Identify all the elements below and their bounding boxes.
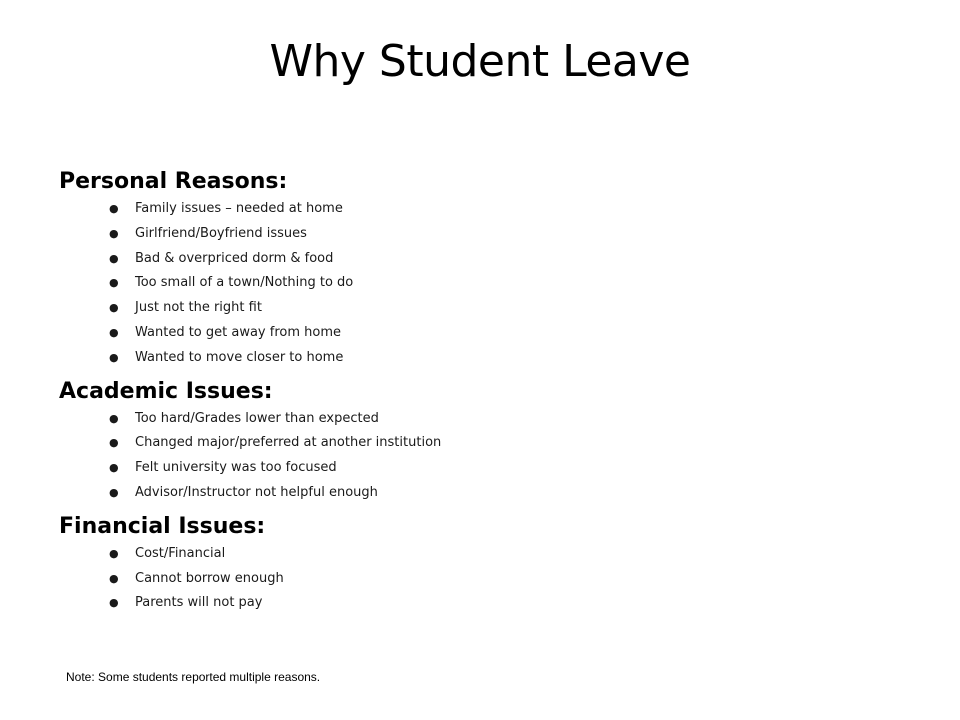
- slide-content: [59, 167, 919, 616]
- bullet-icon: ●: [109, 350, 119, 364]
- bullet-icon: ●: [109, 325, 119, 339]
- list-item-text: Family issues – needed at home: [135, 201, 343, 216]
- bullet-icon: ●: [109, 571, 119, 585]
- section-heading: Academic Issues:: [59, 378, 273, 404]
- list-item-text: Wanted to move closer to home: [135, 349, 344, 365]
- list-item: [59, 247, 919, 272]
- bullet-icon: ●: [109, 301, 119, 315]
- list-item: [59, 456, 919, 481]
- list-item-text: Wanted to get away from home: [135, 324, 342, 340]
- list-item-text: Cost/Financial: [135, 545, 226, 561]
- bullet-icon: ●: [109, 226, 119, 240]
- list-item: [59, 346, 919, 371]
- list-item: [59, 271, 919, 296]
- section-financial-issues: [59, 512, 919, 616]
- list-item: [59, 222, 919, 247]
- section-heading: Financial Issues:: [59, 513, 266, 539]
- list-item-text: Parents will not pay: [135, 595, 263, 611]
- list-item: [59, 296, 919, 321]
- bullet-icon: ●: [109, 436, 119, 450]
- bullet-icon: ●: [109, 596, 119, 610]
- footnote: Note: Some students reported multiple reasons.: [66, 670, 321, 684]
- section-academic-issues: [59, 377, 919, 506]
- list-item-text: Too hard/Grades lower than expected: [135, 410, 379, 426]
- bullet-icon: ●: [109, 411, 119, 425]
- list-item: [59, 542, 919, 567]
- list-item: [59, 197, 919, 222]
- bullet-list: [59, 407, 919, 506]
- list-item: [59, 431, 919, 456]
- list-item-text: Advisor/Instructor not helpful enough: [135, 484, 378, 500]
- slide-title: Why Student Leave: [269, 36, 691, 87]
- list-item-text: Cannot borrow enough: [135, 570, 284, 586]
- list-item-text: Too small of a town/Nothing to do: [135, 275, 354, 291]
- bullet-list: [59, 197, 919, 371]
- list-item: [59, 567, 919, 592]
- list-item-text: Just not the right fit: [135, 300, 262, 316]
- list-item: [59, 321, 919, 346]
- section-heading: Personal Reasons:: [59, 169, 288, 194]
- bullet-list: [59, 542, 919, 616]
- bullet-icon: ●: [109, 276, 119, 290]
- list-item-text: Changed major/preferred at another institution: [135, 435, 442, 451]
- list-item-text: Girlfriend/Boyfriend issues: [135, 225, 307, 241]
- bullet-icon: ●: [109, 485, 119, 499]
- list-item-text: Bad & overpriced dorm & food: [135, 250, 334, 266]
- list-item: [59, 481, 919, 506]
- bullet-icon: ●: [109, 461, 119, 475]
- list-item-text: Felt university was too focused: [135, 460, 337, 476]
- list-item: [59, 591, 919, 616]
- list-item: [59, 407, 919, 432]
- bullet-icon: ●: [109, 546, 119, 560]
- bullet-icon: ●: [109, 202, 119, 215]
- bullet-icon: ●: [109, 251, 119, 265]
- section-personal-reasons: [59, 167, 919, 371]
